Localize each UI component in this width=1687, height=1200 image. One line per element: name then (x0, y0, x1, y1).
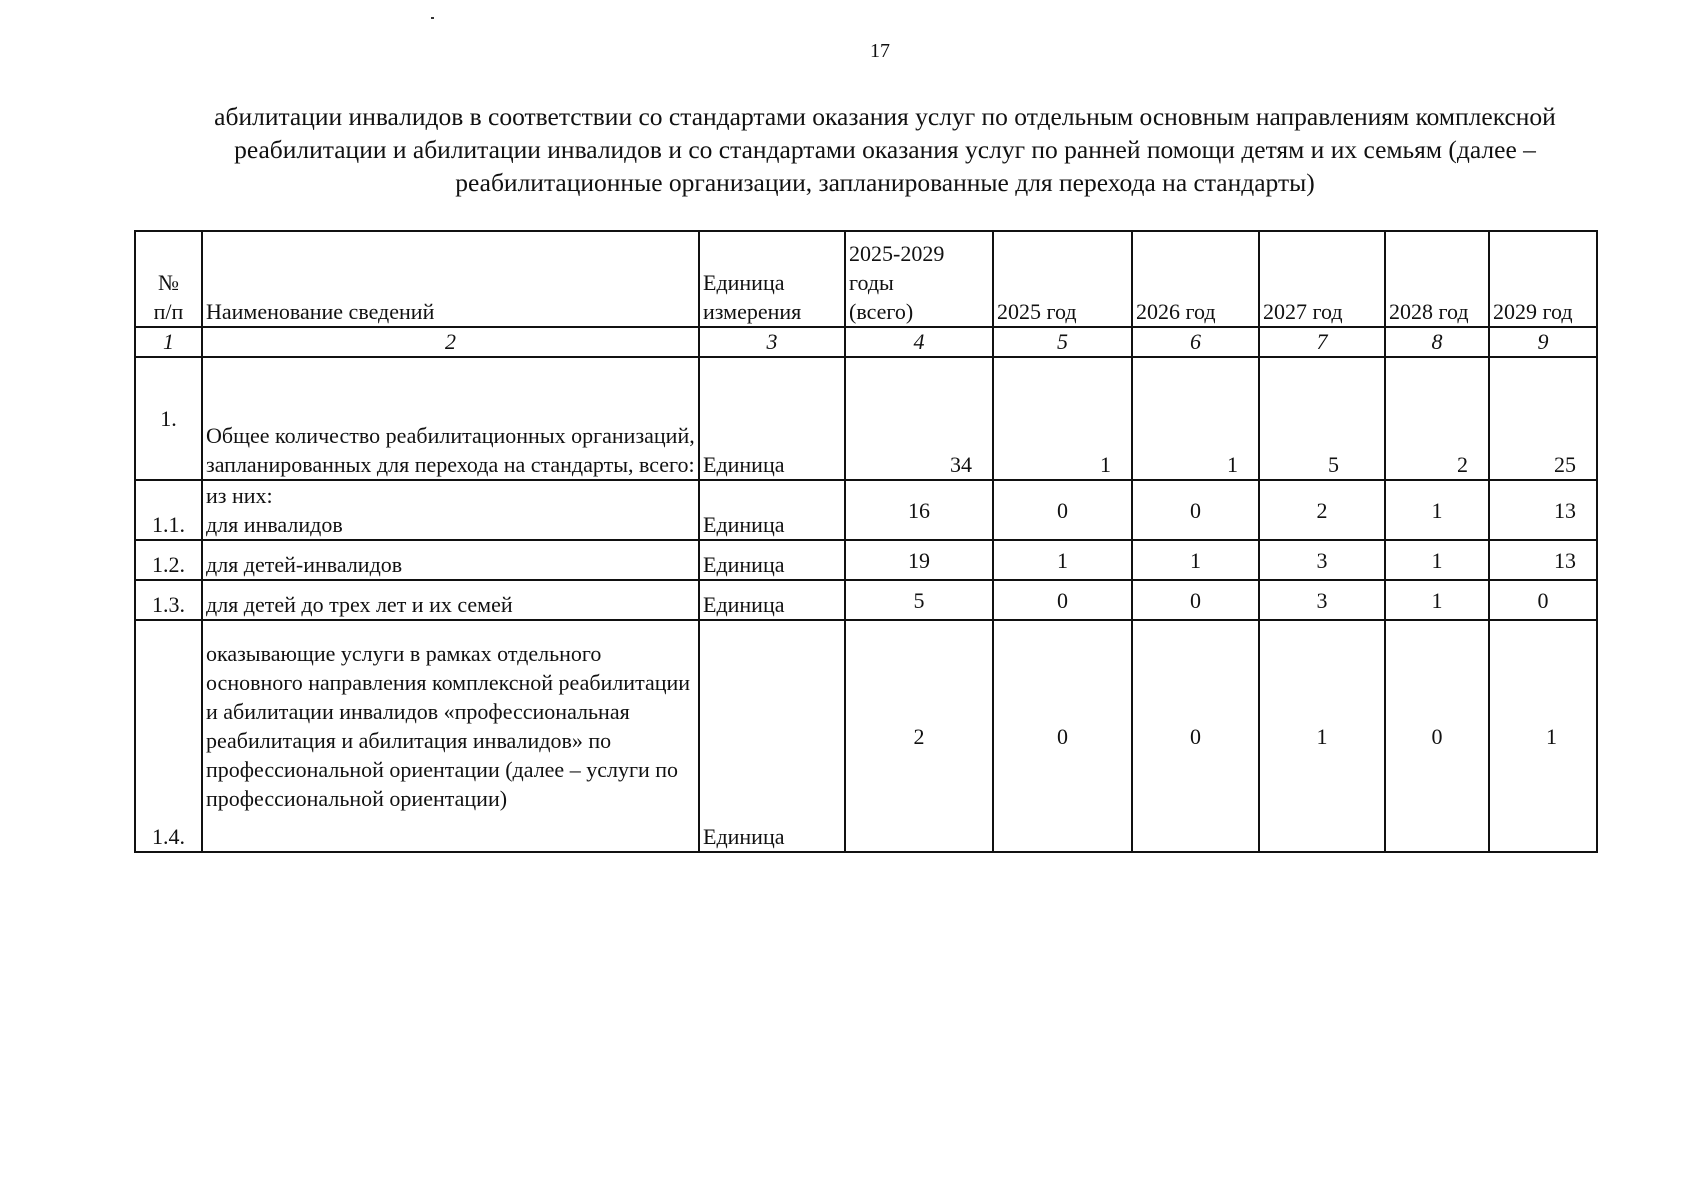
column-number: 4 (845, 327, 993, 357)
value-cell: 1 (1259, 620, 1385, 852)
row-unit: Единица (699, 540, 845, 580)
row-unit: Единица (699, 357, 845, 480)
value-cell: 34 (845, 357, 993, 480)
header-2025: 2025 год (993, 231, 1132, 327)
column-number: 9 (1489, 327, 1597, 357)
value-cell: 1 (1132, 540, 1259, 580)
header-num: № п/п (135, 231, 202, 327)
value-cell: 13 (1489, 540, 1597, 580)
value-cell: 0 (1132, 620, 1259, 852)
value-cell: 25 (1489, 357, 1597, 480)
header-name: Наименование сведений (202, 231, 699, 327)
row-name: из них: для инвалидов (202, 480, 699, 540)
plan-table (134, 230, 1598, 853)
header-total: 2025-2029 годы (всего) (845, 231, 993, 327)
value-cell: 0 (1385, 620, 1489, 852)
value-cell: 0 (1132, 480, 1259, 540)
row-number: 1.3. (135, 580, 202, 620)
value-cell: 3 (1259, 540, 1385, 580)
column-number: 6 (1132, 327, 1259, 357)
row-unit: Единица (699, 620, 845, 852)
value-cell: 0 (993, 580, 1132, 620)
page-number: 17 (870, 40, 890, 62)
column-number: 5 (993, 327, 1132, 357)
value-cell: 1 (1385, 580, 1489, 620)
value-cell: 0 (1132, 580, 1259, 620)
row-number: 1.4. (135, 620, 202, 852)
column-number: 8 (1385, 327, 1489, 357)
row-number: 1. (135, 357, 202, 480)
value-cell: 1 (993, 540, 1132, 580)
value-cell: 5 (845, 580, 993, 620)
row-number: 1.2. (135, 540, 202, 580)
value-cell: 19 (845, 540, 993, 580)
table-row (135, 620, 1597, 852)
row-number: 1.1. (135, 480, 202, 540)
value-cell: 13 (1489, 480, 1597, 540)
value-cell: 1 (1385, 540, 1489, 580)
value-cell: 0 (1489, 580, 1597, 620)
header-2028: 2028 год (1385, 231, 1489, 327)
table-row (135, 540, 1597, 580)
header-unit: Единица измерения (699, 231, 845, 327)
row-name: оказывающие услуги в рамках отдельного основного направления комплексной реабилитации и абилитации инвалидов «профессиональная реабилитация и абилитация инвалидов» по профессиональной ориентации (далее – услуги по профессиональной ориентации) (202, 620, 699, 852)
value-cell: 1 (1132, 357, 1259, 480)
value-cell: 2 (1259, 480, 1385, 540)
scan-speck (431, 17, 434, 19)
row-unit: Единица (699, 480, 845, 540)
value-cell: 16 (845, 480, 993, 540)
header-2029: 2029 год (1489, 231, 1597, 327)
value-cell: 3 (1259, 580, 1385, 620)
value-cell: 1 (1385, 480, 1489, 540)
value-cell: 1 (1489, 620, 1597, 852)
row-name: для детей до трех лет и их семей (202, 580, 699, 620)
column-number: 1 (135, 327, 202, 357)
value-cell: 2 (845, 620, 993, 852)
header-row (135, 231, 1597, 327)
column-number-row (135, 327, 1597, 357)
value-cell: 5 (1259, 357, 1385, 480)
column-number: 3 (699, 327, 845, 357)
header-2027: 2027 год (1259, 231, 1385, 327)
intro-paragraph: абилитации инвалидов в соответствии со стандартами оказания услуг по отдельным основным направлениям комплексной реабилитации и абилитации инвалидов и со стандартами оказания услуг по ранней помощи детям и их семьям (далее – реабилитационные организации, запланированные для перехода на стандарты) (214, 102, 1556, 197)
table-row (135, 480, 1597, 540)
table-row (135, 357, 1597, 480)
row-unit: Единица (699, 580, 845, 620)
value-cell: 2 (1385, 357, 1489, 480)
table-row (135, 580, 1597, 620)
row-name: для детей-инвалидов (202, 540, 699, 580)
column-number: 2 (202, 327, 699, 357)
column-number: 7 (1259, 327, 1385, 357)
value-cell: 0 (993, 480, 1132, 540)
row-name: Общее количество реабилитационных организаций, запланированных для перехода на стандарты, всего: (202, 357, 699, 480)
header-2026: 2026 год (1132, 231, 1259, 327)
value-cell: 1 (993, 357, 1132, 480)
value-cell: 0 (993, 620, 1132, 852)
